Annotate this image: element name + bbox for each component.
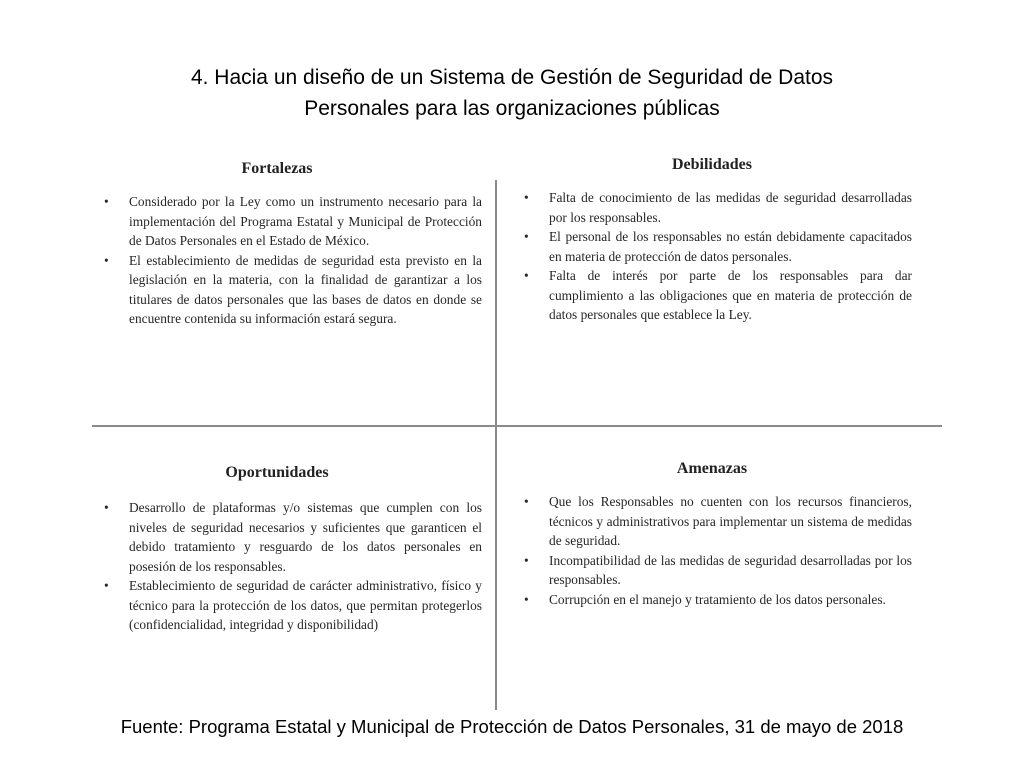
threats-heading: Amenazas [676, 460, 748, 477]
weaknesses-list [512, 188, 912, 325]
list-item-text: Establecimiento de seguridad de carácter administrativo, físico y técnico para la protección de los datos, que permitan protegerlos (confidencialidad, integridad y disponibilidad) [129, 578, 482, 632]
list-item [92, 192, 482, 251]
bullet-icon: • [524, 229, 529, 244]
weaknesses-heading: Debilidades [671, 156, 752, 173]
bullet-icon: • [524, 494, 529, 509]
threats-list [512, 492, 912, 609]
slide-title [60, 62, 964, 124]
bullet-icon: • [104, 194, 109, 209]
list-item-text: El personal de los responsables no están debidamente capacitados en materia de protección de datos personales. [549, 229, 912, 264]
slide-title-line-1: 4. Hacia un diseño de un Sistema de Gestión de Seguridad de Datos [190, 66, 834, 89]
opportunities-quadrant [92, 464, 482, 710]
list-item [512, 188, 912, 227]
threats-quadrant [512, 460, 912, 660]
swot-matrix [92, 150, 942, 710]
list-item-text: Considerado por la Ley como un instrumento necesario para la implementación del Programa Estatal y Municipal de Protección de Datos Personales en el Estado de México. [129, 194, 482, 248]
bullet-icon: • [524, 591, 529, 607]
list-item-text: Que los Responsables no cuenten con los recursos financieros, técnicos y administrativos para implementar un sistema de medidas de seguridad. [549, 494, 912, 548]
strengths-quadrant [92, 160, 482, 420]
opportunities-list [92, 498, 482, 635]
list-item [512, 551, 912, 590]
list-item-text: Corrupción en el manejo y tratamiento de los datos personales. [549, 591, 886, 607]
bullet-icon: • [104, 500, 109, 515]
bullet-icon: • [524, 190, 529, 205]
bullet-icon: • [524, 268, 529, 283]
list-item [92, 498, 482, 576]
list-item [512, 227, 912, 266]
list-item [512, 266, 912, 325]
list-item-text: Falta de conocimiento de las medidas de seguridad desarrolladas por los responsables. [549, 190, 912, 225]
list-item-text: Falta de interés por parte de los responsables para dar cumplimiento a las obligaciones que en materia de protección de datos personales que establece la Ley. [549, 268, 912, 322]
list-item [92, 251, 482, 329]
vertical-divider [495, 180, 497, 710]
source-caption: Fuente: Programa Estatal y Municipal de Protección de Datos Personales, 31 de mayo de 2018 [120, 716, 904, 737]
bullet-icon: • [104, 578, 109, 593]
strengths-heading: Fortalezas [241, 160, 313, 177]
slide-title-line-2: Personales para las organizaciones públicas [304, 97, 720, 120]
list-item [512, 492, 912, 551]
bullet-icon: • [104, 252, 109, 268]
list-item-text: Incompatibilidad de las medidas de seguridad desarrolladas por los responsables. [549, 552, 912, 587]
list-item-text: Desarrollo de plataformas y/o sistemas que cumplen con los niveles de seguridad necesarios y suficientes que garanticen el debido tratamiento y resguardo de los datos personales en posesión de los responsables. [129, 500, 482, 574]
opportunities-heading: Oportunidades [225, 464, 329, 481]
list-item [512, 590, 912, 610]
bullet-icon: • [524, 552, 529, 568]
horizontal-divider [92, 425, 942, 427]
weaknesses-quadrant [512, 156, 912, 416]
list-item-text: El establecimiento de medidas de seguridad esta previsto en la legislación en la materia, con la finalidad de garantizar a los titulares de datos personales que las bases de datos en donde se encuentre contenida su información estará segura. [129, 252, 482, 326]
strengths-list [92, 192, 482, 329]
list-item [92, 576, 482, 635]
